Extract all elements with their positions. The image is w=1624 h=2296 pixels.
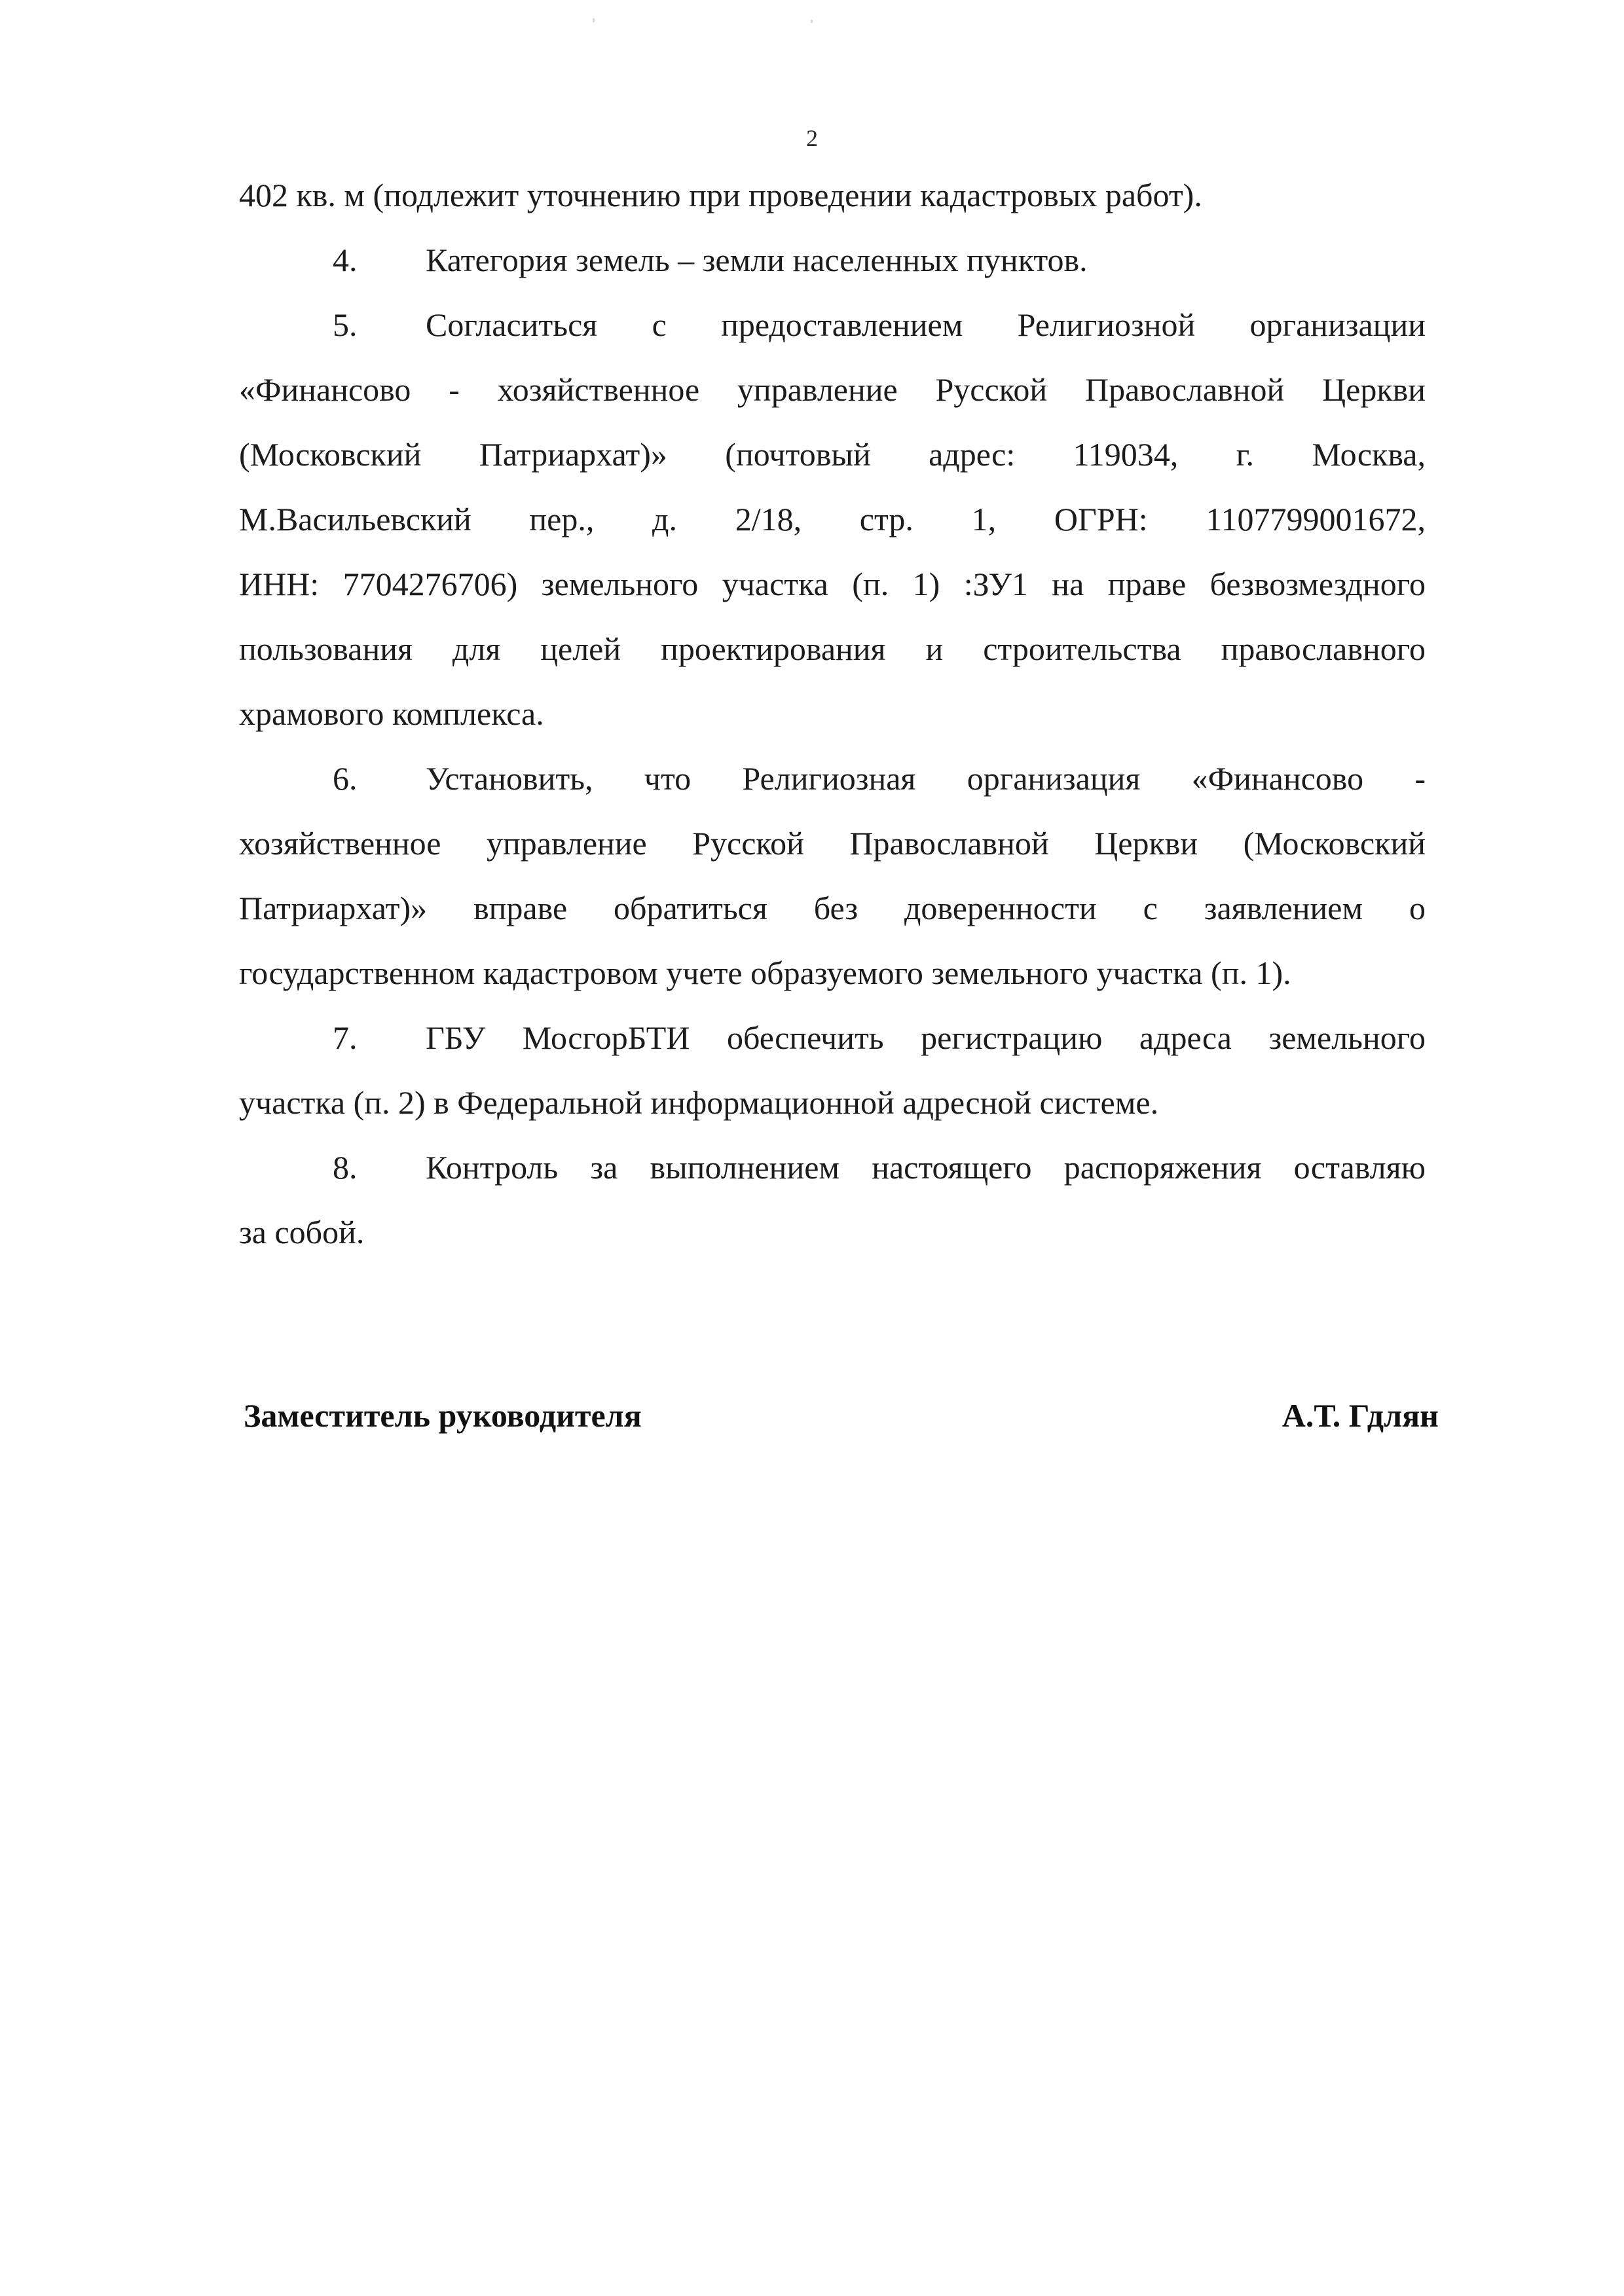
text-line: ГБУ МосгорБТИ обеспечить регистрацию адреса земельного: [426, 1019, 1426, 1056]
text-line: «Финансово - хозяйственное управление Русской Православной Церкви: [239, 371, 1426, 408]
signatory-name: А.Т. Гдлян: [1282, 1397, 1439, 1434]
text-line: храмового комплекса.: [239, 695, 544, 732]
paragraph-number: 7.: [333, 1019, 358, 1056]
text-line: хозяйственное управление Русской Православной Церкви (Московский: [239, 825, 1426, 862]
paragraph-number: 8.: [333, 1149, 358, 1186]
paragraph-number: 5.: [333, 306, 358, 343]
text-line: (Московский Патриархат)» (почтовый адрес: 119034, г. Москва,: [239, 436, 1426, 473]
text-line: М.Васильевский пер., д. 2/18, стр. 1, ОГРН: 1107799001672,: [239, 501, 1426, 538]
text-line: Установить, что Религиозная организация «Финансово -: [426, 760, 1426, 797]
text-line: Категория земель – земли населенных пунктов.: [426, 242, 1088, 278]
scan-artifact: [593, 18, 595, 22]
text-line: 402 кв. м (подлежит уточнению при проведении кадастровых работ).: [239, 177, 1202, 213]
text-line: Патриархат)» вправе обратиться без доверенности с заявлением о: [239, 890, 1426, 926]
text-line: Согласиться с предоставлением Религиозной организации: [426, 306, 1426, 343]
text-line: ИНН: 7704276706) земельного участка (п. 1) :ЗУ1 на праве безвозмездного: [239, 566, 1426, 602]
signatory-position: Заместитель руководителя: [244, 1397, 642, 1434]
text-line: участка (п. 2) в Федеральной информационной адресной системе.: [239, 1084, 1159, 1121]
paragraph-number: 6.: [333, 760, 358, 797]
text-line: Контроль за выполнением настоящего распоряжения оставляю: [426, 1149, 1426, 1186]
text-line: государственном кадастровом учете образуемого земельного участка (п. 1).: [239, 955, 1291, 991]
text-line: пользования для целей проектирования и строительства православного: [239, 630, 1426, 667]
text-line: за собой.: [239, 1214, 365, 1250]
paragraph-number: 4.: [333, 242, 358, 278]
page-number: 2: [806, 125, 818, 151]
scan-artifact: [811, 20, 813, 23]
